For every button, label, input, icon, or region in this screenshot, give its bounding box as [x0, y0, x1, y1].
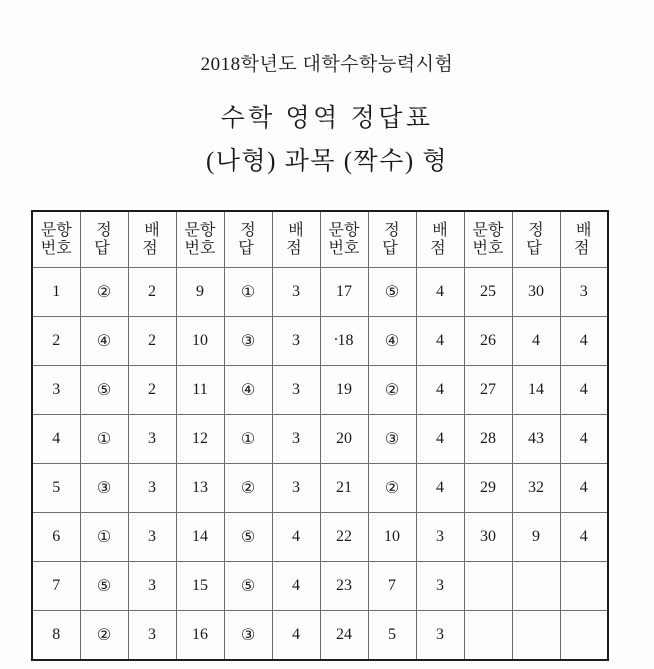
cell-answer [224, 415, 272, 464]
question-number-label-top: 문항 [328, 221, 360, 239]
table-row [32, 415, 608, 464]
cell-question-number: 25 [464, 268, 512, 317]
cell-points: 3 [416, 611, 464, 661]
answer-label: 정 답 [382, 221, 404, 257]
empty-cell [512, 562, 560, 611]
cell-question-number: 8 [32, 611, 80, 661]
cell-question-number: 26 [464, 317, 512, 366]
cell-answer [80, 562, 128, 611]
cell-answer [224, 562, 272, 611]
points-label: 배 점 [430, 221, 452, 257]
cell-answer [368, 317, 416, 366]
answer-value: ① [240, 431, 256, 448]
cell-answer [224, 611, 272, 661]
table-row [32, 464, 608, 513]
cell-points: 3 [416, 562, 464, 611]
cell-question-number: 23 [320, 562, 368, 611]
cell-answer [224, 513, 272, 562]
cell-points: 3 [128, 464, 176, 513]
answer-value: ① [96, 529, 112, 546]
cell-question-number: 4 [32, 415, 80, 464]
cell-question-number: 30 [464, 513, 512, 562]
cell-answer [368, 415, 416, 464]
cell-points: 2 [128, 317, 176, 366]
cell-points: 3 [272, 268, 320, 317]
cell-answer [512, 268, 560, 317]
cell-points: 3 [128, 611, 176, 661]
cell-answer [512, 415, 560, 464]
cell-answer [224, 464, 272, 513]
cell-answer [224, 317, 272, 366]
cell-answer [80, 366, 128, 415]
document-title-block [0, 0, 654, 177]
cell-points: 4 [272, 562, 320, 611]
cell-answer [512, 464, 560, 513]
cell-points: 4 [560, 317, 608, 366]
cell-question-number: 9 [176, 268, 224, 317]
cell-answer [80, 268, 128, 317]
cell-points: 4 [560, 464, 608, 513]
cell-question-number: 18 [320, 317, 368, 366]
question-number-label-bottom: 번호 [328, 239, 360, 257]
cell-points: 4 [416, 464, 464, 513]
cell-question-number: 19 [320, 366, 368, 415]
cell-answer [80, 611, 128, 661]
cell-answer [368, 513, 416, 562]
cell-answer [80, 415, 128, 464]
points-label: 배 점 [574, 221, 596, 257]
cell-question-number: 27 [464, 366, 512, 415]
question-number-label-top: 문항 [40, 221, 72, 239]
empty-cell [560, 562, 608, 611]
answer-value: ⑤ [240, 578, 256, 595]
subject-type-title: (나형) 과목 (짝수) 형 [205, 148, 449, 176]
cell-question-number: 16 [176, 611, 224, 661]
answer-value: 30 [528, 283, 544, 300]
cell-question-number: 15 [176, 562, 224, 611]
cell-question-number: 11 [176, 366, 224, 415]
cell-points: 3 [128, 513, 176, 562]
column-header-question-number [464, 211, 512, 268]
column-header-points [560, 211, 608, 268]
cell-points: 4 [272, 513, 320, 562]
answer-label: 정 답 [526, 221, 548, 257]
answer-value: ⑤ [240, 529, 256, 546]
cell-question-number: 22 [320, 513, 368, 562]
answer-value: 4 [532, 332, 540, 349]
answer-value: ② [240, 480, 256, 497]
cell-answer [368, 268, 416, 317]
cell-question-number: 29 [464, 464, 512, 513]
scan-artifact-dot [335, 338, 337, 340]
answer-value: ⑤ [96, 382, 112, 399]
cell-points: 4 [416, 317, 464, 366]
cell-points: 4 [272, 611, 320, 661]
cell-answer [512, 513, 560, 562]
cell-answer [80, 464, 128, 513]
column-header-answer [224, 211, 272, 268]
cell-question-number: 20 [320, 415, 368, 464]
cell-answer [224, 366, 272, 415]
empty-cell [464, 611, 512, 661]
cell-answer [224, 268, 272, 317]
question-number-label-bottom: 번호 [472, 239, 504, 257]
answer-value: ③ [240, 333, 256, 350]
answer-key-table [31, 210, 609, 661]
answer-value: 43 [528, 430, 544, 447]
cell-points: 4 [560, 513, 608, 562]
cell-answer [368, 366, 416, 415]
column-header-question-number [320, 211, 368, 268]
cell-answer [368, 464, 416, 513]
cell-points: 3 [416, 513, 464, 562]
table-row [32, 317, 608, 366]
empty-cell [560, 611, 608, 661]
cell-points: 3 [560, 268, 608, 317]
cell-points: 4 [416, 415, 464, 464]
answer-value: ③ [96, 480, 112, 497]
answer-value: ② [384, 382, 400, 399]
answer-value: ③ [384, 431, 400, 448]
answer-value: ① [240, 284, 256, 301]
column-header-question-number [32, 211, 80, 268]
answer-label: 정 답 [94, 221, 116, 257]
exam-year-title: 2018학년도 대학수학능력시험 [200, 54, 454, 75]
question-number-label-bottom: 번호 [40, 239, 72, 257]
answer-value: ④ [384, 333, 400, 350]
answer-value: ③ [240, 627, 256, 644]
column-header-points [416, 211, 464, 268]
points-label: 배 점 [286, 221, 308, 257]
cell-answer [512, 366, 560, 415]
table-row [32, 366, 608, 415]
answer-value: ② [384, 480, 400, 497]
cell-points: 3 [128, 415, 176, 464]
cell-question-number: 13 [176, 464, 224, 513]
cell-question-number: 3 [32, 366, 80, 415]
column-header-question-number [176, 211, 224, 268]
cell-points: 3 [272, 366, 320, 415]
points-label: 배 점 [142, 221, 164, 257]
table-row [32, 268, 608, 317]
cell-points: 4 [560, 415, 608, 464]
answer-value: ④ [96, 333, 112, 350]
cell-answer [512, 317, 560, 366]
answer-value: 14 [528, 381, 544, 398]
cell-question-number: 28 [464, 415, 512, 464]
column-header-answer [512, 211, 560, 268]
answer-value: ④ [240, 382, 256, 399]
answer-value: 5 [388, 626, 396, 643]
subject-answer-key-title: 수학 영역 정답표 [220, 104, 434, 132]
answer-value: ① [96, 431, 112, 448]
answer-value: 9 [532, 528, 540, 545]
cell-answer [80, 317, 128, 366]
cell-question-number: 14 [176, 513, 224, 562]
answer-value: ⑤ [384, 284, 400, 301]
cell-points: 4 [560, 366, 608, 415]
question-number-label-bottom: 번호 [184, 239, 216, 257]
answer-value: 32 [528, 479, 544, 496]
cell-question-number: 7 [32, 562, 80, 611]
column-header-points [128, 211, 176, 268]
cell-answer [368, 611, 416, 661]
cell-question-number: 12 [176, 415, 224, 464]
answer-value: ② [96, 627, 112, 644]
empty-cell [512, 611, 560, 661]
cell-points: 3 [272, 317, 320, 366]
cell-points: 3 [272, 464, 320, 513]
column-header-answer [80, 211, 128, 268]
cell-points: 2 [128, 268, 176, 317]
answer-key-table-wrap [31, 210, 609, 661]
answer-value: ⑤ [96, 578, 112, 595]
cell-question-number: 2 [32, 317, 80, 366]
answer-value: 7 [388, 577, 396, 594]
cell-question-number: 5 [32, 464, 80, 513]
column-header-points [272, 211, 320, 268]
cell-question-number: 10 [176, 317, 224, 366]
cell-points: 2 [128, 366, 176, 415]
cell-question-number: 6 [32, 513, 80, 562]
cell-points: 3 [128, 562, 176, 611]
table-row [32, 513, 608, 562]
table-header-row [32, 211, 608, 268]
cell-points: 3 [272, 415, 320, 464]
cell-question-number: 17 [320, 268, 368, 317]
column-header-answer [368, 211, 416, 268]
empty-cell [464, 562, 512, 611]
cell-points: 4 [416, 366, 464, 415]
answer-value: 10 [384, 528, 400, 545]
cell-points: 4 [416, 268, 464, 317]
table-row [32, 611, 608, 661]
answer-value: ② [96, 284, 112, 301]
question-number-label-top: 문항 [472, 221, 504, 239]
answer-label: 정 답 [238, 221, 260, 257]
cell-question-number: 21 [320, 464, 368, 513]
question-number-label-top: 문항 [184, 221, 216, 239]
cell-question-number: 1 [32, 268, 80, 317]
cell-answer [80, 513, 128, 562]
cell-answer [368, 562, 416, 611]
cell-question-number: 24 [320, 611, 368, 661]
table-row [32, 562, 608, 611]
